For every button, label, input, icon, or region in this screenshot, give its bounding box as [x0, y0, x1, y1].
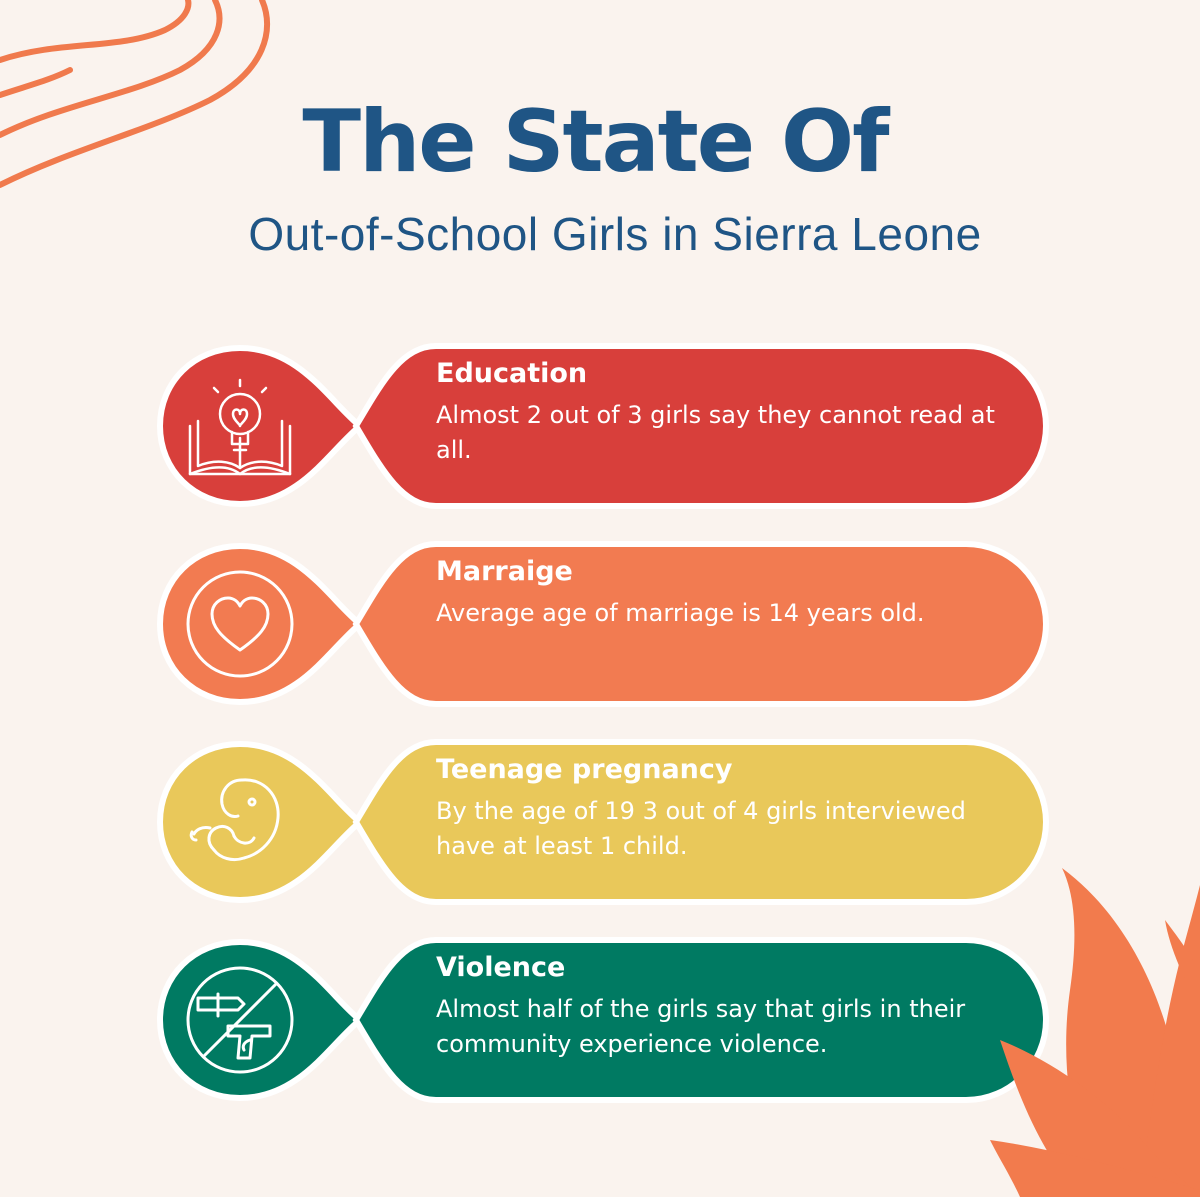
pregnancy-description: By the age of 19 3 out of 4 girls interviewed have at least 1 child.	[436, 797, 966, 860]
education-card-text	[436, 354, 1006, 468]
marriage-card	[150, 540, 1050, 708]
lightbulb-book-icon	[180, 366, 300, 486]
pregnancy-card	[150, 738, 1050, 906]
marriage-description: Average age of marriage is 14 years old.	[436, 599, 925, 627]
no-weapons-icon	[180, 960, 300, 1080]
page-subtitle: Out-of-School Girls in Sierra Leone	[248, 208, 982, 260]
marriage-card-text	[436, 552, 1006, 631]
fetus-icon	[180, 762, 300, 882]
education-card	[150, 342, 1050, 510]
marriage-title: Marraige	[436, 556, 573, 587]
education-title: Education	[436, 358, 588, 389]
page-title: The State Of	[302, 92, 888, 192]
violence-card-text	[436, 948, 1006, 1062]
violence-card	[150, 936, 1050, 1104]
education-description: Almost 2 out of 3 girls say they cannot read at all.	[436, 401, 995, 464]
violence-description: Almost half of the girls say that girls in their community experience violence.	[436, 995, 966, 1058]
heart-circle-icon	[180, 564, 300, 684]
pregnancy-card-text	[436, 750, 1006, 864]
pregnancy-title: Teenage pregnancy	[436, 754, 733, 785]
violence-title: Violence	[436, 952, 566, 983]
